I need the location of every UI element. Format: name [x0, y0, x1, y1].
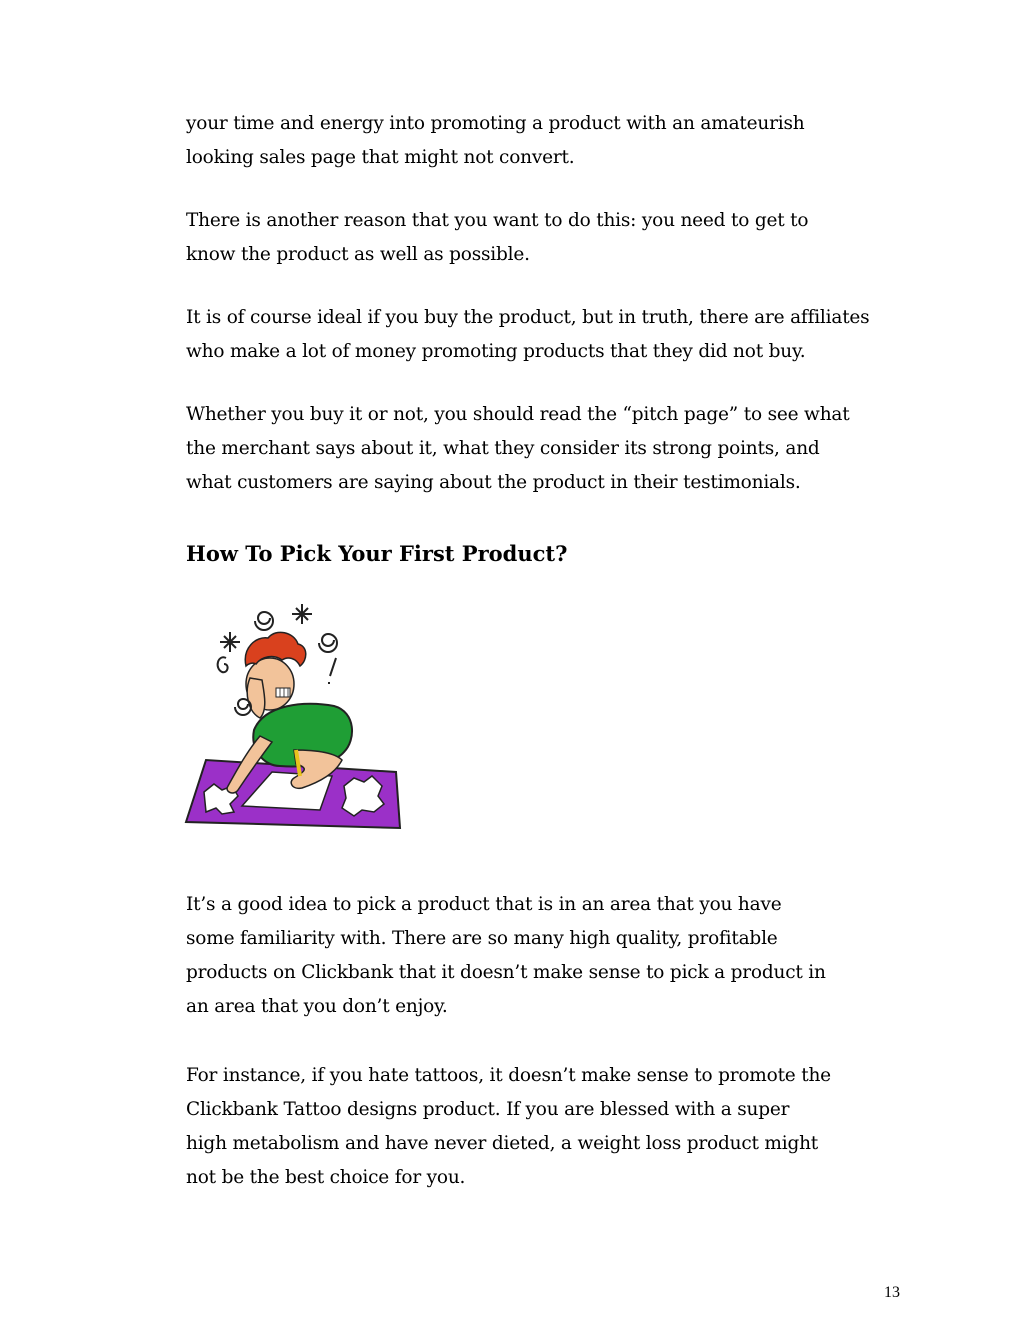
paragraph-3-line-2: who make a lot of money promoting products that they did not buy.: [186, 341, 806, 362]
paragraph-5-line-2: some familiarity with. There are so many high quality, profitable: [186, 928, 778, 949]
paragraph-3-line-1: It is of course ideal if you buy the product, but in truth, there are affiliates: [186, 307, 870, 328]
paragraph-6-line-3: high metabolism and have never dieted, a weight loss product might: [186, 1133, 819, 1154]
paragraph-6-line-4: not be the best choice for you.: [186, 1167, 466, 1188]
section-heading: How To Pick Your First Product?: [186, 541, 568, 566]
paragraph-4-line-2: the merchant says about it, what they consider its strong points, and: [186, 438, 820, 459]
paragraph-2-line-1: There is another reason that you want to do this: you need to get to: [186, 210, 809, 231]
paragraph-2-line-2: know the product as well as possible.: [186, 244, 530, 265]
paragraph-1-line-1: your time and energy into promoting a product with an amateurish: [186, 113, 805, 134]
paragraph-6-line-1: For instance, if you hate tattoos, it doesn’t make sense to promote the: [186, 1065, 831, 1086]
paragraph-6-line-2: Clickbank Tattoo designs product. If you are blessed with a super: [186, 1099, 790, 1120]
frustrated-writer-clipart-icon: [184, 600, 404, 832]
paragraph-4-line-3: what customers are saying about the product in their testimonials.: [186, 472, 801, 493]
paragraph-5-line-1: It’s a good idea to pick a product that is in an area that you have: [186, 894, 782, 915]
paragraph-4-line-1: Whether you buy it or not, you should read the “pitch page” to see what: [186, 404, 850, 425]
paragraph-5-line-3: products on Clickbank that it doesn’t make sense to pick a product in: [186, 962, 826, 983]
paragraph-1-line-2: looking sales page that might not convert.: [186, 147, 575, 168]
page-number: 13: [884, 1284, 900, 1301]
paragraph-5-line-4: an area that you don’t enjoy.: [186, 996, 448, 1017]
